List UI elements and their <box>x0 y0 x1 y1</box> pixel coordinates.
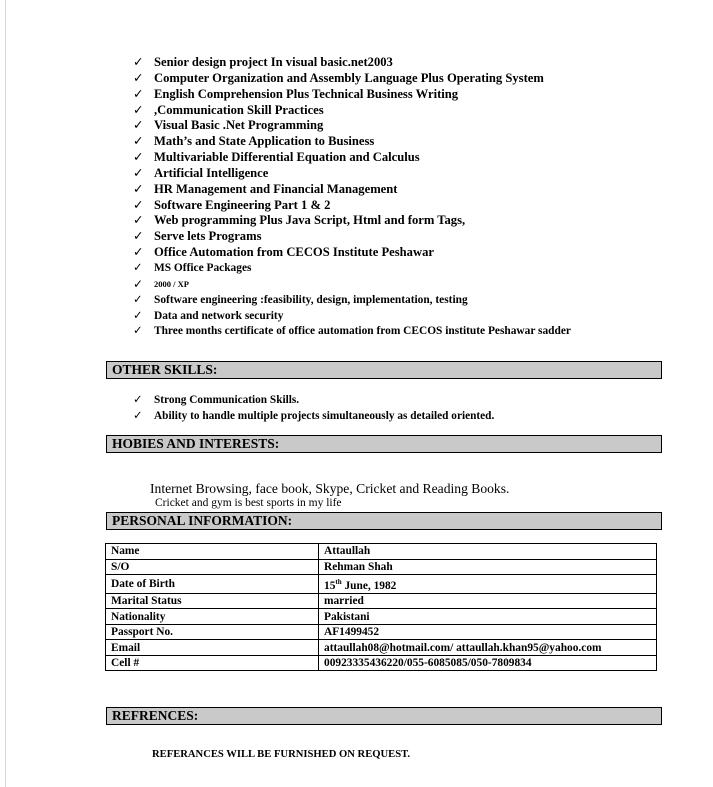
other-skills-heading: OTHER SKILLS: <box>106 361 662 379</box>
list-item: ✓ Visual Basic .Net Programming <box>133 118 324 133</box>
hobbies-text: Internet Browsing, face book, Skype, Cricket and Reading Books. <box>150 481 510 496</box>
row-value: Rehman Shah <box>319 559 657 575</box>
list-item: ✓ Multivariable Differential Equation and Calculus <box>133 150 420 165</box>
checkmark-icon: ✓ <box>133 276 144 291</box>
list-item: ✓ ,Communication Skill Practices <box>133 102 324 117</box>
row-label: Name <box>106 544 319 560</box>
checkmark-icon: ✓ <box>133 150 144 165</box>
list-item: ✓ Strong Communication Skills. <box>133 393 494 409</box>
references-heading: REFRENCES: <box>106 707 662 725</box>
checkmark-icon: ✓ <box>133 134 144 149</box>
list-item: ✓ Senior design project In visual basic.net2003 <box>133 55 393 69</box>
row-label: S/O <box>106 559 319 575</box>
checkmark-icon: ✓ <box>133 213 144 228</box>
list-item: ✓ Computer Organization and Assembly Language Plus Operating System <box>133 70 544 85</box>
list-item: ✓ HR Management and Financial Management <box>133 181 398 196</box>
hobbies-heading: HOBIES AND INTERESTS: <box>106 435 662 453</box>
page-left-edge <box>5 0 6 787</box>
table-row <box>106 655 657 671</box>
hobbies-note: Cricket and gym is best sports in my life <box>155 497 342 509</box>
table-row <box>106 624 657 640</box>
row-label: Nationality <box>106 609 319 625</box>
row-label: Email <box>106 640 319 656</box>
checkmark-icon: ✓ <box>133 197 144 212</box>
list-item: ✓ Web programming Plus Java Script, Html and form Tags, <box>133 213 466 228</box>
table-row <box>106 544 657 560</box>
row-value: Pakistani <box>319 609 657 625</box>
list-item: ✓ Software engineering :feasibility, design, implementation, testing <box>133 293 571 309</box>
table-row <box>106 640 657 656</box>
row-value: attaullah08@hotmail.com/ attaullah.khan95@yahoo.com <box>319 640 657 656</box>
row-label: Cell # <box>106 655 319 671</box>
table-row <box>106 609 657 625</box>
checkmark-icon: ✓ <box>133 325 143 338</box>
row-value: Attaullah <box>319 544 657 560</box>
checkmark-icon: ✓ <box>133 118 144 133</box>
row-value: married <box>319 593 657 609</box>
list-item: ✓ English Comprehension Plus Technical Business Writing <box>133 86 459 101</box>
personal-info-table <box>105 543 657 671</box>
personal-info-heading: PERSONAL INFORMATION: <box>106 512 662 530</box>
list-item: ✓ Serve lets Programs <box>133 229 262 244</box>
list-item: ✓ Data and network security <box>133 309 571 325</box>
list-item: ✓ Office Automation from CECOS Institute Peshawar <box>133 245 434 260</box>
other-skills-list <box>133 393 494 424</box>
checkmark-icon: ✓ <box>133 261 143 274</box>
row-label: Marital Status <box>106 593 319 609</box>
row-label: Passport No. <box>106 624 319 640</box>
checkmark-icon: ✓ <box>133 309 143 322</box>
checkmark-icon: ✓ <box>133 245 144 260</box>
checkmark-icon: ✓ <box>133 229 144 244</box>
list-item: ✓ Software Engineering Part 1 & 2 <box>133 197 331 212</box>
row-value: 00923335436220/055-6085085/050-7809834 <box>319 655 657 671</box>
row-value: 15th June, 1982 <box>319 575 657 594</box>
checkmark-icon: ✓ <box>133 70 144 85</box>
list-item: ✓ Ability to handle multiple projects simultaneously as detailed oriented. <box>133 409 494 425</box>
table-row <box>106 575 657 594</box>
checkmark-icon: ✓ <box>133 293 143 306</box>
checkmark-icon: ✓ <box>133 181 144 196</box>
list-item: ✓ Three months certificate of office automation from CECOS institute Peshawar sadder <box>133 324 571 340</box>
list-item: ✓ MS Office Packages <box>133 261 571 277</box>
checkmark-icon: ✓ <box>133 165 144 180</box>
table-row <box>106 559 657 575</box>
references-note: REFERANCES WILL BE FURNISHED ON REQUEST. <box>152 749 411 760</box>
checkmark-icon: ✓ <box>133 394 143 406</box>
checkmark-icon: ✓ <box>133 55 144 69</box>
checkmark-icon: ✓ <box>133 409 143 422</box>
table-row <box>106 593 657 609</box>
list-item: ✓ Artificial Intelligence <box>133 165 269 180</box>
checkmark-icon: ✓ <box>133 86 144 101</box>
list-item: ✓ Math’s and State Application to Business <box>133 134 375 149</box>
list-item: ✓ 2000 / XP <box>133 276 189 291</box>
checkmark-icon: ✓ <box>133 102 144 117</box>
courses-list <box>133 55 571 340</box>
row-value: AF1499452 <box>319 624 657 640</box>
row-label: Date of Birth <box>106 575 319 594</box>
